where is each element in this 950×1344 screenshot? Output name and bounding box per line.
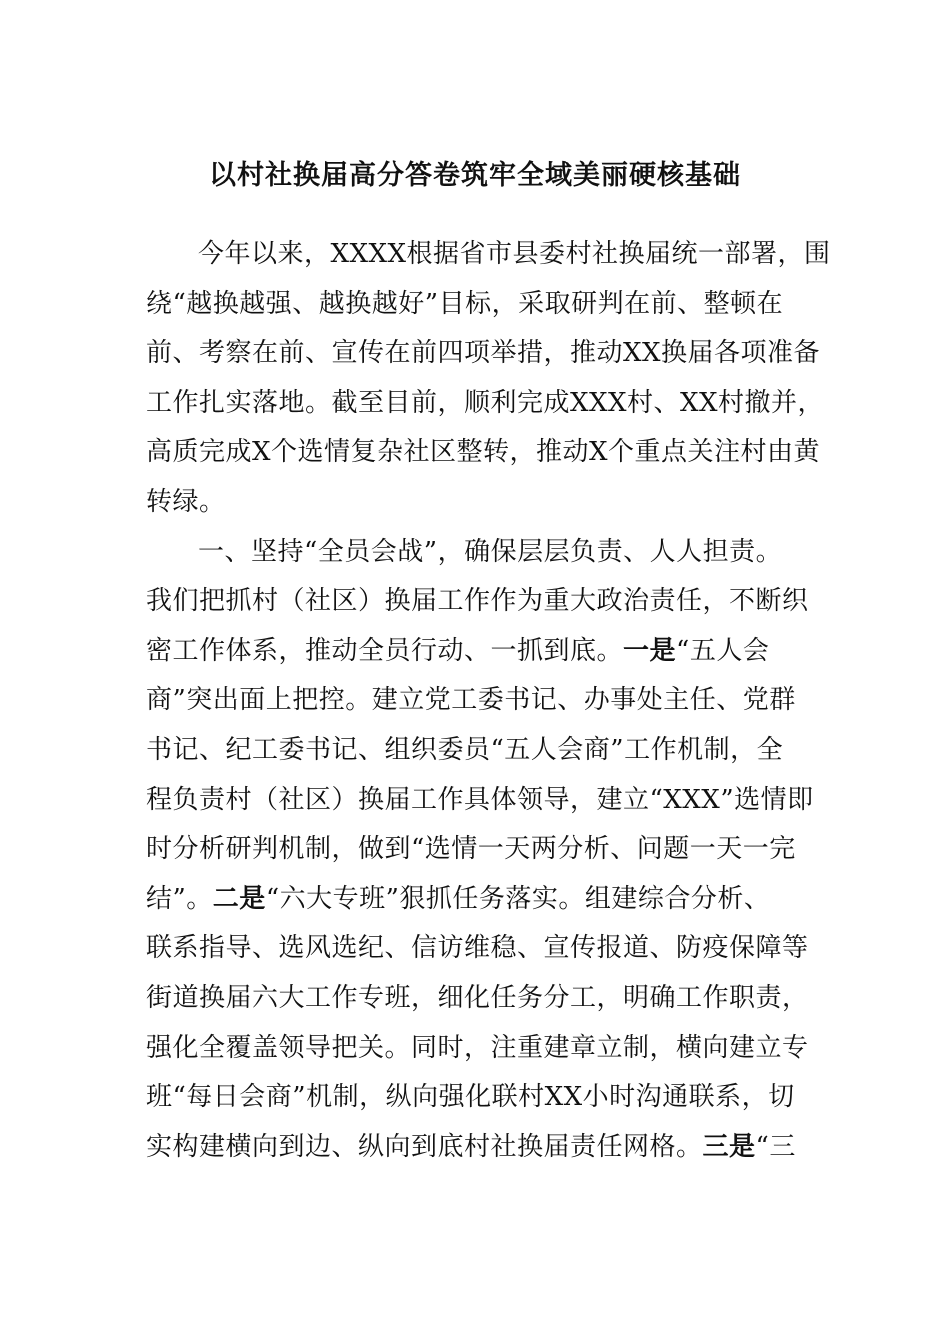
document-body bbox=[146, 230, 831, 1172]
paragraph-2-line-4: 商”突出面上把控。建立党工委书记、办事处主任、党群 bbox=[146, 685, 796, 716]
paragraph-2-line-8-text-a: 结”。 bbox=[146, 883, 213, 914]
paragraph-2-line-13-text-a: 实构建横向到边、纵向到底村社换届责任网格。 bbox=[146, 1131, 703, 1162]
paragraph-2-marker-three: 三是 bbox=[702, 1131, 756, 1162]
document-title: 以村社换届高分答卷筑牢全域美丽硬核基础 bbox=[209, 160, 741, 191]
paragraph-2-line-9: 联系指导、选风选纪、信访维稳、宣传报道、防疫保障等 bbox=[146, 933, 809, 964]
paragraph-2-line-6: 程负责村（社区）换届工作具体领导，建立“XXX”选情即 bbox=[146, 784, 814, 815]
paragraph-2-line-7: 时分析研判机制，做到“选情一天两分析、问题一天一完 bbox=[146, 834, 796, 865]
paragraph-1-line-6: 转绿。 bbox=[146, 486, 226, 517]
paragraph-2-line-8 bbox=[146, 875, 808, 925]
paragraph-2-line-10: 街道换届六大工作专班，细化任务分工，明确工作职责， bbox=[146, 982, 809, 1013]
paragraph-2-line-11: 强化全覆盖领导把关。同时，注重建章立制，横向建立专 bbox=[146, 1032, 809, 1063]
paragraph-1-line-4: 工作扎实落地。截至目前，顺利完成XXX村、XX村撤并， bbox=[146, 387, 825, 418]
paragraph-1-line-1: 今年以来，XXXX根据省市县委村社换届统一部署，围 bbox=[198, 239, 831, 269]
paragraph-1-line-2: 绕“越换越强、越换越好”目标，采取研判在前、整顿在 bbox=[146, 288, 784, 319]
paragraph-2-marker-one: 一是 bbox=[623, 635, 677, 666]
paragraph-2-line-8-text-b: “六大专班”狠抓任务落实。组建综合分析、 bbox=[265, 883, 771, 914]
paragraph-2-line-12: 班“每日会商”机制，纵向强化联村XX小时沟通联系，切 bbox=[146, 1082, 795, 1113]
paragraph-2-marker-two: 二是 bbox=[212, 883, 266, 914]
paragraph-2-heading: 一、坚持“全员会战”，确保层层负责、人人担责。 bbox=[198, 536, 783, 567]
paragraph-2-line-5: 书记、纪工委书记、组织委员“五人会商”工作机制，全 bbox=[146, 734, 784, 765]
paragraph-1-line-3: 前、考察在前、宣传在前四项举措，推动XX换届各项准备 bbox=[146, 338, 821, 369]
paragraph-2-line-13-text-b: “三 bbox=[755, 1131, 796, 1162]
paragraph-2-line-13 bbox=[146, 1123, 808, 1173]
paragraph-1-line-5: 高质完成X个选情复杂社区整转，推动X个重点关注村由黄 bbox=[146, 437, 821, 468]
paragraph-2-line-3 bbox=[146, 627, 808, 677]
paragraph-2-line-3-text-b: “五人会 bbox=[676, 635, 770, 666]
paragraph-2-line-3-text-a: 密工作体系，推动全员行动、一抓到底。 bbox=[146, 635, 624, 666]
paragraph-2-line-2: 我们把抓村（社区）换届工作作为重大政治责任，不断织 bbox=[146, 586, 809, 617]
